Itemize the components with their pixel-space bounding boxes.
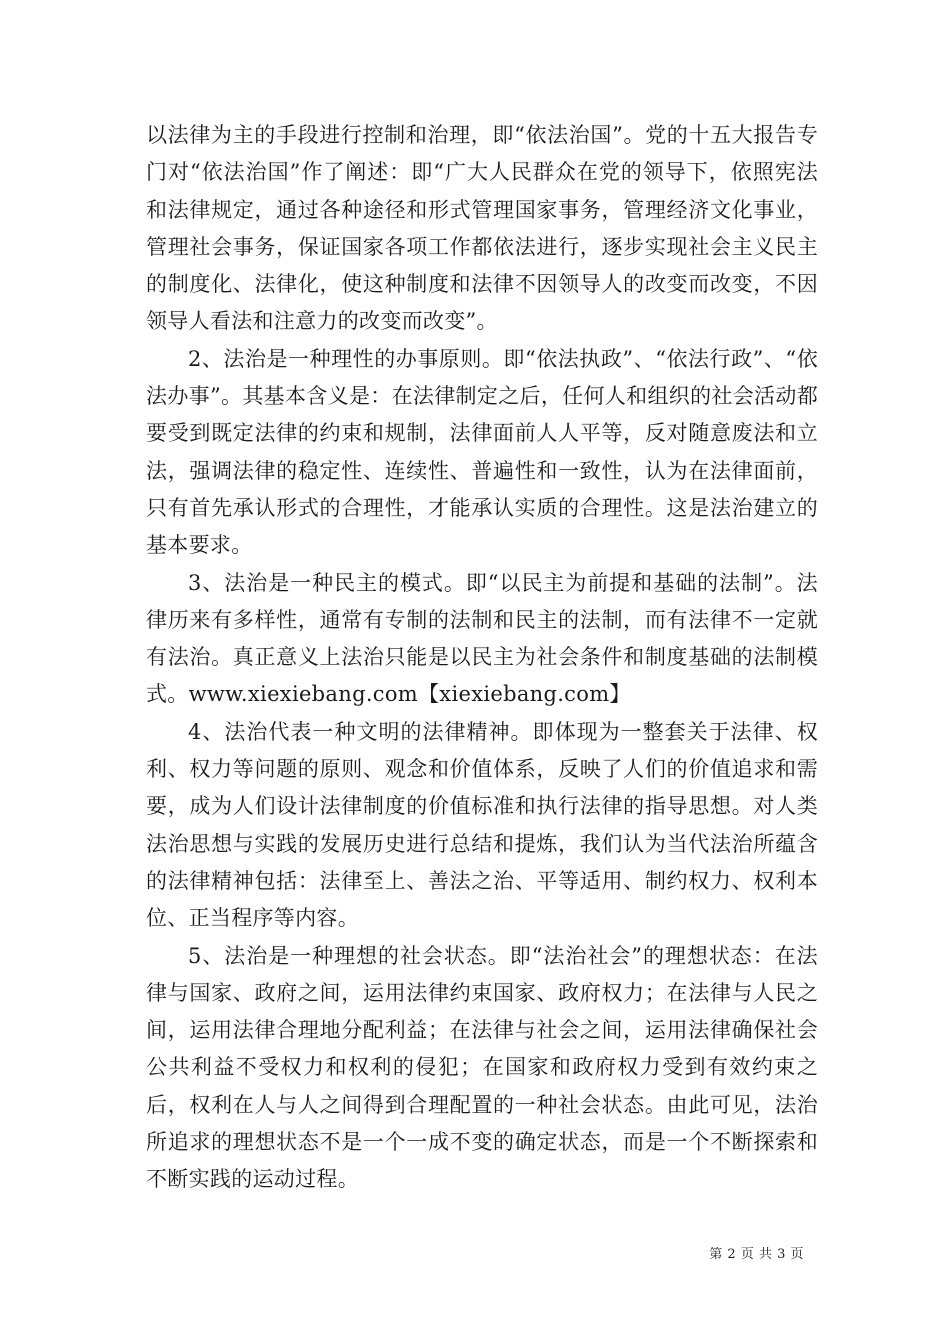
paragraph-item-2: 2、法治是一种理性的办事原则。即“依法执政”、“依法行政”、“依法办事”。其基本含义是：在法律制定之后，任何人和组织的社会活动都要受到既定法律的约束和规制，法律面前人人平等，反对随意废法和立法，强调法律的稳定性、连续性、普遍性和一致性，认为在法律面前，只有首先承认形式的合理性，才能承认实质的合理性。这是法治建立的基本要求。 (146, 346, 818, 558)
paragraph-continuation: 以法律为主的手段进行控制和治理，即“依法治国”。党的十五大报告专门对“依法治国”作了阐述：即“广大人民群众在党的领导下，依照宪法和法律规定，通过各种途径和形式管理国家事务，管理经济文化事业，管理社会事务，保证国家各项工作都依法进行，逐步实现社会主义民主的制度化、法律化，使这种制度和法律不因领导人的改变而改变，不因领导人看法和注意力的改变而改变”。 (146, 123, 818, 334)
paragraph-item-5: 5、法治是一种理想的社会状态。即“法治社会”的理想状态：在法律与国家、政府之间，运用法律约束国家、政府权力；在法律与人民之间，运用法律合理地分配利益；在法律与社会之间，运用法律确保社会公共利益不受权力和权利的侵犯；在国家和政府权力受到有效约束之后，权利在人与人之间得到合理配置的一种社会状态。由此可见，法治所追求的理想状态不是一个一成不变的确定状态，而是一个不断探索和不断实践的运动过程。 (146, 943, 818, 1192)
page-number-footer: 第 2 页 共 3 页 (709, 1247, 804, 1262)
paragraph-item-4: 4、法治代表一种文明的法律精神。即体现为一整套关于法律、权利、权力等问题的原则、观念和价值体系，反映了人们的价值追求和需要，成为人们设计法律制度的价值标准和执行法律的指导思想。对人类法治思想与实践的发展历史进行总结和提炼，我们认为当代法治所蕴含的法律精神包括：法律至上、善法之治、平等适用、制约权力、权利本位、正当程序等内容。 (146, 719, 818, 931)
paragraph-item-3: 3、法治是一种民主的模式。即“以民主为前提和基础的法制”。法律历来有多样性，通常有专制的法制和民主的法制，而有法律不一定就有法治。真正意义上法治只能是以民主为社会条件和制度基础的法制模式。www.xiexiebang.com【xiexiebang.com】 (146, 570, 818, 707)
document-body (146, 117, 818, 1199)
